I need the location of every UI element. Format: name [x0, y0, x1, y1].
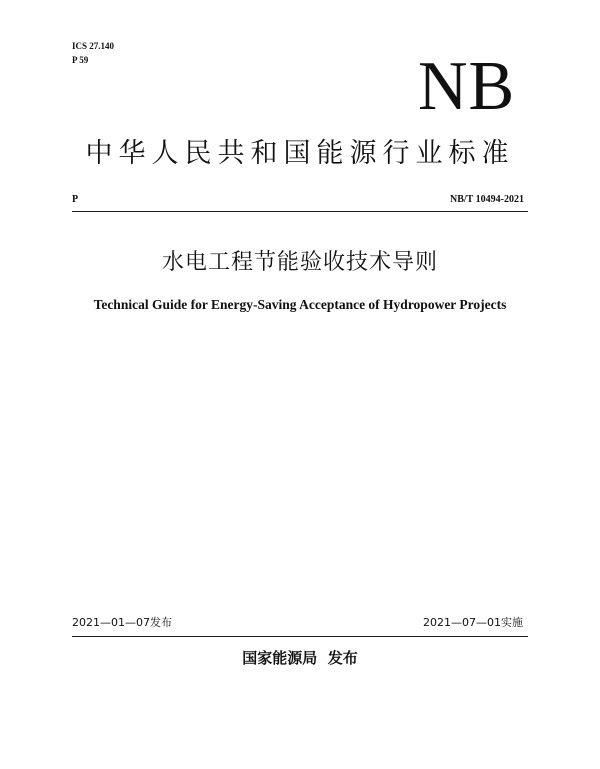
classification-label: P — [72, 194, 79, 205]
ccs-code: P 59 — [72, 55, 89, 65]
bottom-divider — [72, 636, 528, 637]
implementation-date: 2021—07—01实施 — [423, 616, 523, 629]
issue-date: 2021—01—07发布 — [72, 616, 172, 629]
top-divider — [72, 211, 528, 212]
nb-logo: NB — [418, 48, 516, 125]
document-title-english: Technical Guide for Energy-Saving Acceptance of Hydropower Projects — [93, 297, 507, 312]
issuer-line: 国家能源局 发布 — [242, 649, 358, 667]
standard-number: NB/T 10494-2021 — [450, 194, 524, 205]
document-title-chinese: 水电工程节能验收技术导则 — [161, 250, 438, 275]
ics-code: ICS 27.140 — [72, 41, 115, 51]
nation-standard-title: 中华人民共和国能源行业标准 — [85, 138, 515, 169]
